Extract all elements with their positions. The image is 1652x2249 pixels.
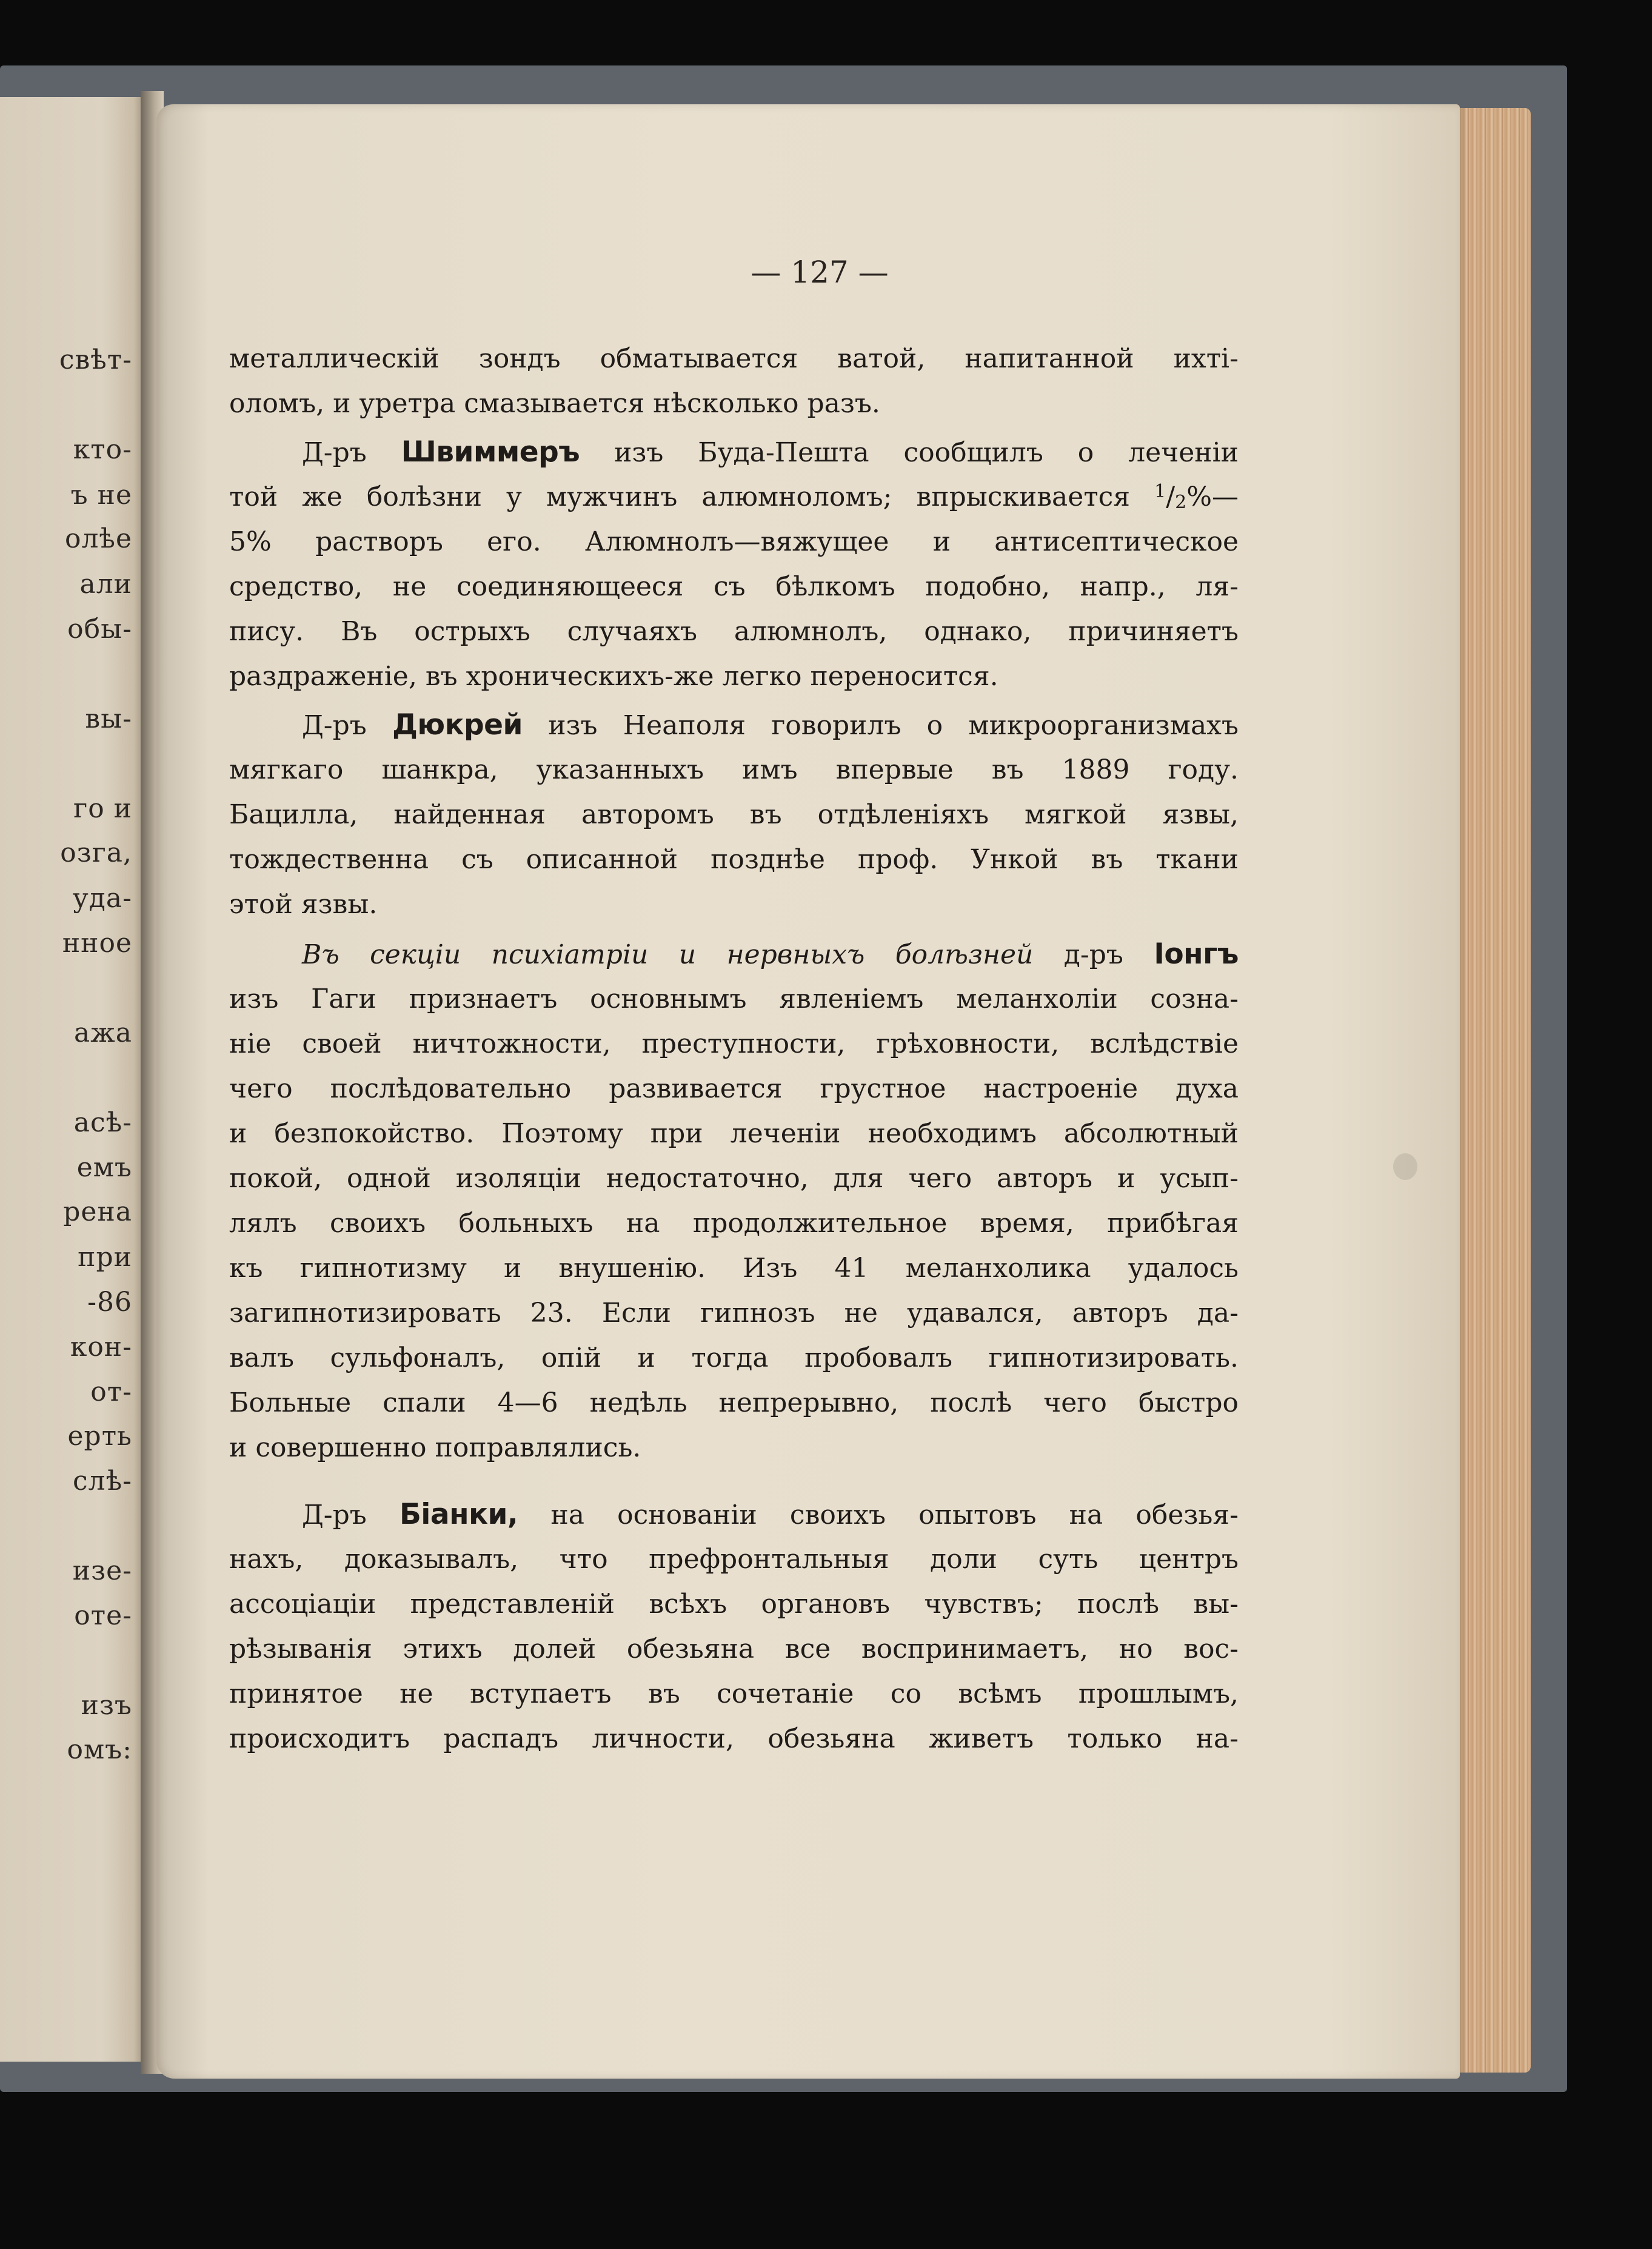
left-page — [0, 97, 145, 2062]
left-page-fragment: изе- — [72, 1555, 132, 1586]
text-fragment: на основаніи своихъ опытовъ на обезья- — [550, 1500, 1239, 1530]
left-page-fragment: кто- — [73, 434, 132, 465]
text-line: Больные спали 4—6 недѣль непрерывно, послѣ чего быстро — [229, 1387, 1239, 1418]
text-line: пису. Въ острыхъ случаяхъ алюмнолъ, однако, причиняетъ — [229, 616, 1239, 647]
left-page-fragment: ерть — [67, 1421, 132, 1452]
text-line: раздраженіе, въ хроническихъ-же легко переносится. — [229, 661, 998, 692]
left-page-fragment: обы- — [67, 614, 132, 645]
text-line: лялъ своихъ больныхъ на продолжительное время, прибѣгая — [229, 1208, 1239, 1239]
text-line: оломъ, и уретра смазывается нѣсколько разъ. — [229, 388, 880, 419]
left-page-fragment: али — [79, 569, 132, 600]
text-line — [229, 1497, 1239, 1533]
text-line — [229, 434, 1239, 471]
left-page-fragment: свѣт- — [59, 344, 132, 375]
left-page-fragment: го и — [73, 793, 132, 824]
text-line: покой, одной изоляціи недостаточно, для чего авторъ и усып- — [229, 1163, 1239, 1194]
text-line: валъ сульфоналъ, опій и тогда пробовалъ гипнотизировать. — [229, 1342, 1239, 1373]
left-page-fragment: нное — [62, 928, 132, 959]
text-line: средство, не соединяющееся съ бѣлкомъ подобно, напр., ля- — [229, 571, 1239, 602]
person-name: Біанки, — [399, 1498, 518, 1531]
page-number: — 127 — — [751, 255, 889, 290]
title-abbrev: Д-ръ — [302, 710, 367, 741]
text-line: чего послѣдовательно развивается грустное настроеніе духа — [229, 1073, 1239, 1104]
text-line: къ гипнотизму и внушенію. Изъ 41 меланхолика удалось — [229, 1253, 1239, 1284]
text-fragment: %— — [1186, 481, 1239, 512]
text-line: принятое не вступаетъ въ сочетаніе со всѣмъ прошлымъ, — [229, 1678, 1239, 1709]
text-line: и безпокойство. Поэтому при леченіи необходимъ абсолютный — [229, 1118, 1239, 1149]
left-page-fragment: вы- — [85, 703, 132, 734]
left-page-fragment: емъ — [76, 1152, 132, 1183]
title-abbrev: д-ръ — [1063, 939, 1123, 970]
fraction-denominator: 2 — [1175, 492, 1187, 513]
text-line: 5% растворъ его. Алюмнолъ—вяжущее и антисептическое — [229, 526, 1239, 557]
title-abbrev: Д-ръ — [302, 1500, 367, 1530]
text-line: этой язвы. — [229, 889, 378, 920]
text-line: ніе своей ничтожности, преступности, грѣховности, вслѣдствіе — [229, 1028, 1239, 1059]
text-line: изъ Гаги признаетъ основнымъ явленіемъ меланхоліи созна- — [229, 984, 1239, 1014]
left-page-fragment: олѣе — [64, 523, 132, 554]
left-page-fragment: уда- — [72, 883, 132, 914]
text-line: нахъ, доказывалъ, что префронтальныя доли суть центръ — [229, 1544, 1239, 1575]
left-page-fragment: при — [78, 1242, 132, 1273]
text-line: той же болѣзни у мужчинъ алюмноломъ; впрыскивается $^1$/2%— — [229, 481, 1239, 513]
left-page-fragment: асѣ- — [73, 1107, 132, 1138]
left-page-fragment: кон- — [70, 1332, 132, 1362]
left-page-fragment: оте- — [74, 1600, 132, 1631]
section-heading: Въ секціи психіатріи и нервныхъ болѣзней — [302, 939, 1034, 970]
text-line: ассоціаціи представленій всѣхъ органовъ чувствъ; послѣ вы- — [229, 1589, 1239, 1620]
text-line: тождественна съ описанной позднѣе проф. Ункой въ ткани — [229, 844, 1239, 875]
left-page-fragment: рена — [63, 1196, 132, 1227]
person-name: Дюкрей — [392, 708, 523, 742]
left-page-fragment: от- — [90, 1376, 132, 1407]
left-page-fragment: слѣ- — [73, 1466, 132, 1497]
left-page-fragment: ъ не — [70, 480, 132, 511]
text-line: рѣзыванія этихъ долей обезьяна все воспринимаетъ, но вос- — [229, 1634, 1239, 1664]
text-fragment: изъ Неаполя говорилъ о микроорганизмахъ — [548, 710, 1239, 741]
left-page-fragment: изъ — [81, 1690, 132, 1721]
fraction-numerator: 1 — [1154, 481, 1166, 502]
text-line: металлическій зондъ обматывается ватой, напитанной ихті- — [229, 343, 1239, 374]
left-page-fragment: озга, — [60, 837, 132, 868]
text-line: загипнотизировать 23. Если гипнозъ не удавался, авторъ да- — [229, 1298, 1239, 1329]
left-page-fragment: ажа — [74, 1017, 132, 1048]
text-line: происходитъ распадъ личности, обезьяна живетъ только на- — [229, 1723, 1239, 1754]
title-abbrev: Д-ръ — [302, 437, 367, 468]
paper-stain — [1393, 1153, 1417, 1180]
text-line: Бацилла, найденная авторомъ въ отдѣленіяхъ мягкой язвы, — [229, 799, 1239, 830]
person-name: Іонгъ — [1154, 937, 1239, 971]
text-line: мягкаго шанкра, указанныхъ имъ впервые въ 1889 году. — [229, 754, 1239, 785]
text-fragment: той же болѣзни у мужчинъ алюмноломъ; впрыскивается — [229, 481, 1131, 512]
left-page-fragment: -86 — [87, 1287, 132, 1318]
person-name: Швиммеръ — [401, 435, 580, 469]
text-line — [229, 936, 1239, 973]
left-page-fragment: омъ: — [67, 1734, 132, 1765]
text-line: и совершенно поправлялись. — [229, 1432, 641, 1463]
text-line — [229, 707, 1239, 743]
text-fragment: изъ Буда-Пешта сообщилъ о леченіи — [614, 437, 1239, 468]
right-page — [156, 104, 1460, 2079]
